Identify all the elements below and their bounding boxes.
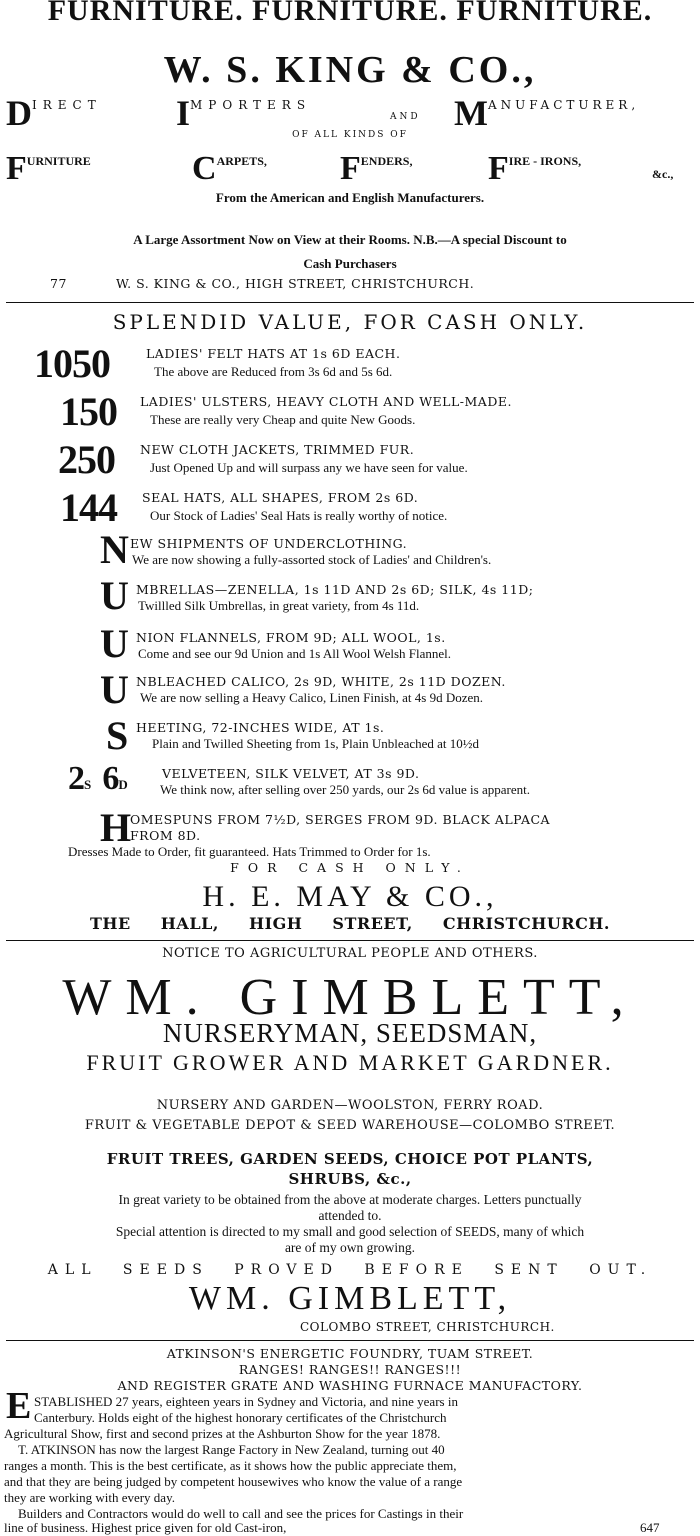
gimblett-trees: FRUIT TREES, GARDEN SEEDS, CHOICE POT PLANTS, xyxy=(106,1150,594,1168)
may-sheeting-desc: Plain and Twilled Sheeting from 1s, Plain Unbleached at 10½d xyxy=(152,736,480,751)
king-assortment-line1: A Large Assortment Now on View at their Rooms. N.B.—A special Discount to xyxy=(133,232,567,247)
may-underclothing-title: EW SHIPMENTS OF UNDERCLOTHING. xyxy=(130,536,408,551)
atkinson-para2-line1: T. ATKINSON has now the largest Range Factory in New Zealand, turning out 40 xyxy=(18,1442,445,1457)
may-company-name: H. E. MAY & CO., xyxy=(202,880,498,913)
may-item-4-count: 144 xyxy=(60,485,117,530)
may-drop-cap-u2: U xyxy=(100,621,129,666)
may-item-2-count: 150 xyxy=(60,389,117,434)
may-velvet-price: 2S 6D xyxy=(68,760,128,797)
gimblett-depot: FRUIT & VEGETABLE DEPOT & SEED WAREHOUSE—COLOMBO STREET. xyxy=(84,1118,616,1133)
goods-word-etc: &c., xyxy=(652,167,674,181)
gimblett-name: WM. GIMBLETT, xyxy=(62,969,638,1026)
gimblett-notice: NOTICE TO AGRICULTURAL PEOPLE AND OTHERS. xyxy=(162,946,538,961)
atkinson-para2-line3: and that they are being judged by competent housewives who know the value of a range xyxy=(4,1474,463,1489)
gimblett-signature-name: WM. GIMBLETT, xyxy=(188,1280,512,1317)
may-heading: SPLENDID VALUE, FOR CASH ONLY. xyxy=(112,310,588,334)
gimblett-title1: NURSERYMAN, SEEDSMAN, xyxy=(162,1018,538,1048)
may-drop-cap-h: H xyxy=(100,805,132,850)
furniture-banner: FURNITURE. FURNITURE. FURNITURE. xyxy=(47,0,653,27)
may-drop-cap-s: S xyxy=(106,713,129,758)
may-drop-cap-u3: U xyxy=(100,667,129,712)
may-flannels-desc: Come and see our 9d Union and 1s All Wool Welsh Flannel. xyxy=(138,646,452,661)
may-item-3-title: NEW CLOTH JACKETS, TRIMMED FUR. xyxy=(140,442,415,457)
may-umbrellas-title: MBRELLAS—ZENELLA, 1s 11D AND 2s 6D; SILK, 4s 11D; xyxy=(136,582,534,597)
atkinson-para3-line2: line of business. Highest price given for old Cast-iron, xyxy=(4,1520,287,1535)
gimblett-variety-2: attended to. xyxy=(318,1208,382,1223)
goods-word-fenders: $F^{ENDERS,}$ xyxy=(340,150,413,187)
may-item-2-title: LADIES' ULSTERS, HEAVY CLOTH AND WELL-MADE. xyxy=(140,394,512,409)
trade-word-manufacturer: $M^{ANUFACTURER,}$ xyxy=(454,93,640,133)
may-address: THE HALL, HIGH STREET, CHRISTCHURCH. xyxy=(90,914,610,933)
may-item-4-desc: Our Stock of Ladies' Seal Hats is really worthy of notice. xyxy=(150,508,448,523)
king-address: W. S. KING & CO., HIGH STREET, CHRISTCHURCH. xyxy=(116,276,475,291)
may-homespun-title-cont: FROM 8D. xyxy=(130,828,201,843)
king-from-manufacturers: From the American and English Manufacturers. xyxy=(215,190,485,205)
goods-word-fire-irons: $F^{IRE - IRONS,}$ xyxy=(488,150,582,187)
divider-3 xyxy=(6,1340,694,1341)
trade-word-and: AND xyxy=(390,112,421,122)
atkinson-para1-line3: Agricultural Show, first and second prizes at the Ashburton Show for the year 1878. xyxy=(4,1426,441,1441)
atkinson-para1-line1: STABLISHED 27 years, eighteen years in Sydney and Victoria, and nine years in xyxy=(34,1394,458,1409)
king-assortment-line2: Cash Purchasers xyxy=(303,256,397,271)
may-velvet-title: VELVETEEN, SILK VELVET, AT 3s 9D. xyxy=(162,766,420,781)
may-item-3-desc: Just Opened Up and will surpass any we have seen for value. xyxy=(150,460,468,475)
divider-2 xyxy=(6,940,694,941)
may-calico-title: NBLEACHED CALICO, 2s 9D, WHITE, 2s 11D DOZEN. xyxy=(136,674,506,689)
may-umbrellas-desc: Twillled Silk Umbrellas, in great variety, from 4s 11d. xyxy=(138,598,420,613)
may-dresses-line: Dresses Made to Order, fit guaranteed. Hats Trimmed to Order for 1s. xyxy=(68,844,431,859)
may-calico-desc: We are now selling a Heavy Calico, Linen Finish, at 4s 9d Dozen. xyxy=(140,690,484,705)
may-flannels-title: NION FLANNELS, FROM 9D; ALL WOOL, 1s. xyxy=(136,630,446,645)
king-goods-line xyxy=(6,150,696,194)
king-of-all-kinds: OF ALL KINDS OF xyxy=(292,130,408,140)
gimblett-variety-1: In great variety to be obtained from the above at moderate charges. Letters punctually xyxy=(118,1192,582,1207)
atkinson-para2-line4: they are working with every day. xyxy=(4,1490,175,1505)
gimblett-address: COLOMBO STREET, CHRISTCHURCH. xyxy=(300,1320,555,1334)
atkinson-para1-line2: Canterbury. Holds eight of the highest honorary certificates of the Christchurch xyxy=(34,1410,447,1425)
atkinson-heading-2: RANGES! RANGES!! RANGES!!! xyxy=(238,1362,462,1377)
king-company-name: W. S. KING & CO., xyxy=(163,49,537,91)
may-item-1-desc: The above are Reduced from 3s 6d and 5s 6d. xyxy=(154,364,393,379)
trade-word-importers: $I^{MPORTERS}$ xyxy=(176,93,312,133)
atkinson-ref-number: 647 xyxy=(640,1520,660,1535)
goods-word-carpets: $C^{ARPETS,}$ xyxy=(192,150,267,187)
king-ref-number: 77 xyxy=(50,276,67,291)
may-underclothing-desc: We are now showing a fully-assorted stock of Ladies' and Children's. xyxy=(132,552,492,567)
atkinson-heading-1: ATKINSON'S ENERGETIC FOUNDRY, TUAM STREET. xyxy=(166,1346,534,1361)
may-for-cash-only: FOR CASH ONLY. xyxy=(230,860,470,875)
atkinson-heading-3: AND REGISTER GRATE AND WASHING FURNACE MANUFACTORY. xyxy=(117,1378,583,1393)
atkinson-para3-line1: Builders and Contractors would do well to call and see the prices for Castings in their xyxy=(18,1506,464,1521)
divider-1 xyxy=(6,302,694,303)
may-item-1-count: 1050 xyxy=(34,341,110,386)
king-trade-line xyxy=(6,92,696,132)
gimblett-special-2: are of my own growing. xyxy=(284,1240,416,1255)
may-sheeting-title: HEETING, 72-INCHES WIDE, AT 1s. xyxy=(136,720,385,735)
may-velvet-desc: We think now, after selling over 250 yards, our 2s 6d value is apparent. xyxy=(160,782,530,797)
may-homespun-title: OMESPUNS FROM 7½D, SERGES FROM 9D. BLACK ALPACA xyxy=(130,812,551,827)
goods-word-furniture: $F^{URNITURE}$ xyxy=(6,150,91,187)
gimblett-shrubs: SHRUBS, &c., xyxy=(288,1170,412,1188)
may-item-4-title: SEAL HATS, ALL SHAPES, FROM 2s 6D. xyxy=(142,490,419,505)
may-drop-cap-n: N xyxy=(100,527,129,572)
may-drop-cap-u1: U xyxy=(100,573,129,618)
trade-word-direct: $D^{IRECT}$ xyxy=(6,93,102,133)
may-item-2-desc: These are really very Cheap and quite New Goods. xyxy=(150,412,416,427)
gimblett-nursery: NURSERY AND GARDEN—WOOLSTON, FERRY ROAD. xyxy=(156,1098,544,1113)
gimblett-title2: FRUIT GROWER AND MARKET GARDNER. xyxy=(86,1050,614,1075)
gimblett-seeds-proved: ALL SEEDS PROVED BEFORE SENT OUT. xyxy=(47,1262,653,1278)
may-item-3-count: 250 xyxy=(58,437,115,482)
atkinson-para2-line2: ranges a month. This is the best certificate, as it shows how the public appreciate them, xyxy=(4,1458,457,1473)
gimblett-special-1: Special attention is directed to my small and good selection of SEEDS, many of which xyxy=(115,1224,585,1239)
atkinson-drop-cap-e: E xyxy=(6,1385,32,1427)
may-item-1-title: LADIES' FELT HATS AT 1s 6D EACH. xyxy=(146,346,401,361)
